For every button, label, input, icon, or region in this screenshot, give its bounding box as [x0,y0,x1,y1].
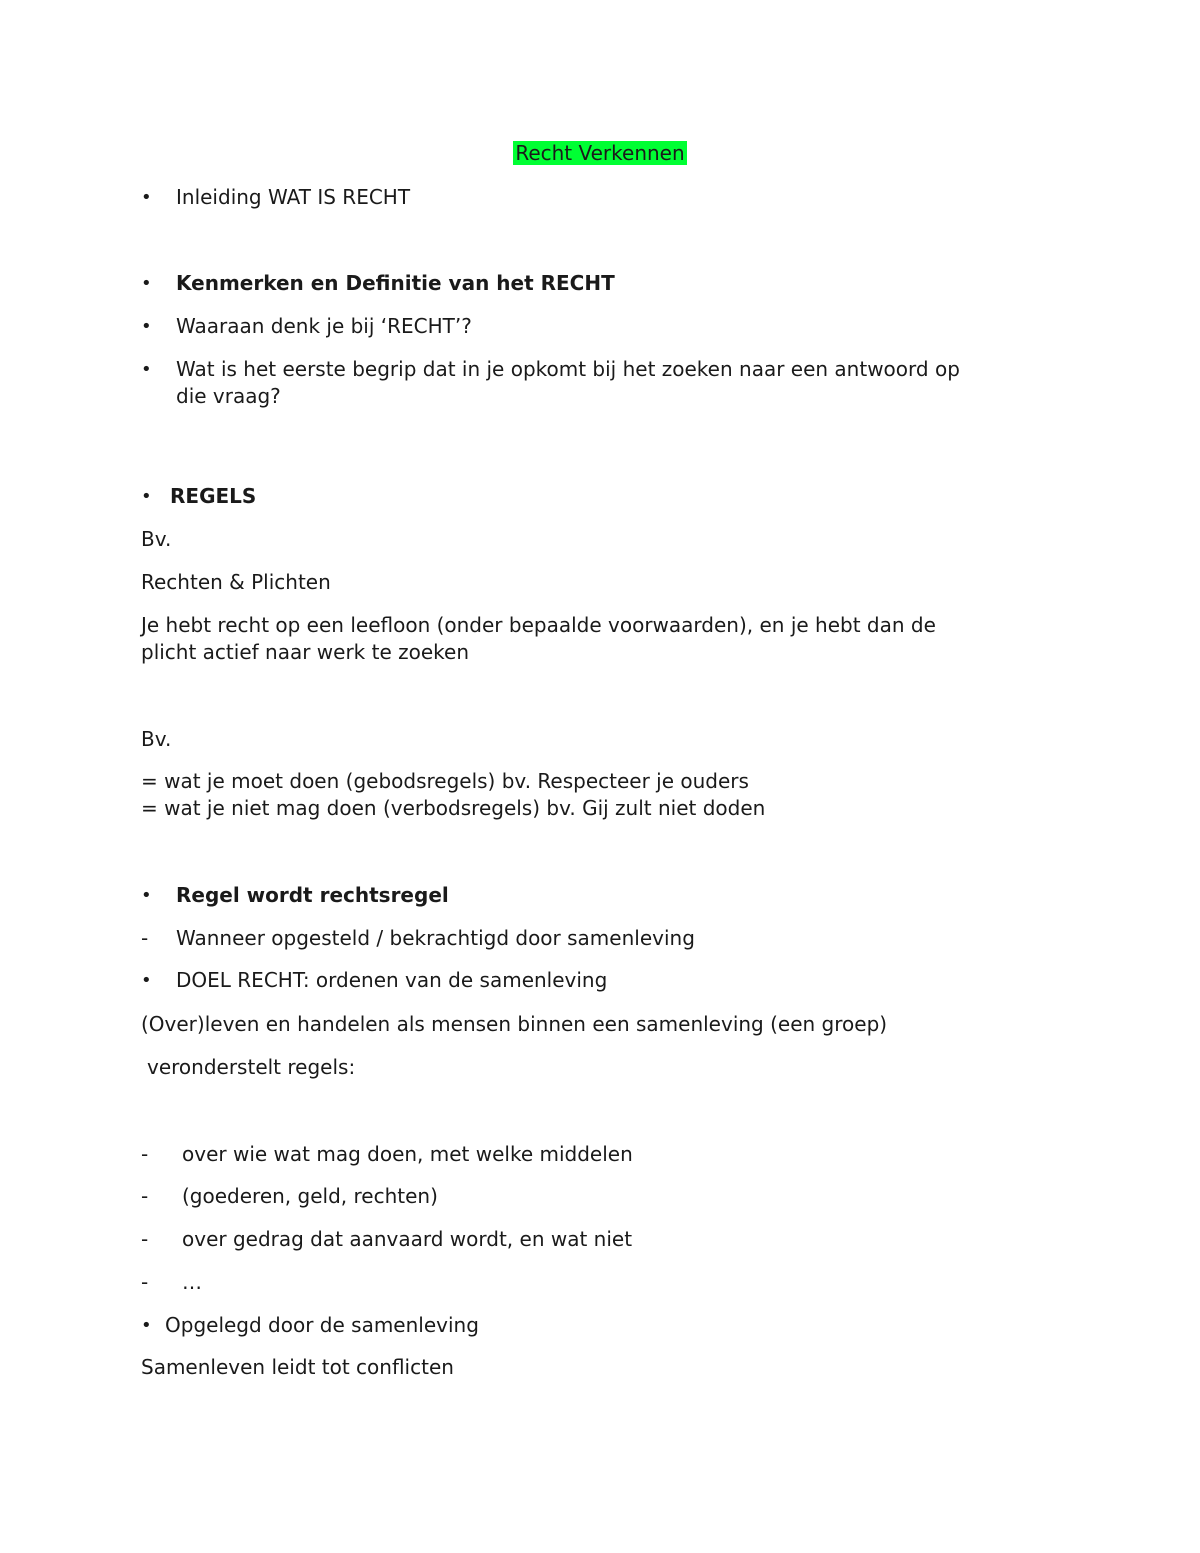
dash-icon: - [141,926,149,950]
bullet-icon: • [141,486,152,507]
intro-line: Inleiding WAT IS RECHT [176,185,411,209]
list-item: over gedrag dat aanvaard wordt, en wat niet [182,1227,633,1251]
heading-regels: REGELS [170,484,257,508]
rechten-plichten-line: Rechten & Plichten [141,570,331,594]
list-item: (goederen, geld, rechten) [182,1184,438,1208]
veronderstelt-line: veronderstelt regels: [147,1055,356,1079]
dash-icon: - [141,1142,149,1166]
list-item: over wie wat mag doen, met welke middelen [182,1142,633,1166]
doel-recht-line: DOEL RECHT: ordenen van de samenleving [176,968,608,992]
question-wat-is-line-2: die vraag? [176,384,281,408]
dash-icon: - [141,1184,149,1208]
bullet-icon: • [141,359,152,380]
leefloon-line-2: plicht actief naar werk te zoeken [141,640,470,664]
verbodsregels-line: = wat je niet mag doen (verbodsregels) bv. Gij zult niet doden [141,796,766,820]
bullet-icon: • [141,970,152,991]
example-label: Bv. [141,527,172,551]
wanneer-line: Wanneer opgesteld / bekrachtigd door samenleving [176,926,695,950]
heading-rechtsregel: Regel wordt rechtsregel [176,883,449,907]
dash-icon: - [141,1270,149,1294]
question-waaraan: Waaraan denk je bij ‘RECHT’? [176,314,472,338]
bullet-icon: • [141,885,152,906]
opgelegd-line: Opgelegd door de samenleving [165,1313,479,1337]
conflicten-line: Samenleven leidt tot conflicten [141,1355,454,1379]
example-label: Bv. [141,727,172,751]
heading-kenmerken: Kenmerken en Definitie van het RECHT [176,271,615,295]
overleven-line: (Over)leven en handelen als mensen binnen een samenleving (een groep) [141,1012,888,1036]
bullet-icon: • [141,316,152,337]
gebodsregels-line: = wat je moet doen (gebodsregels) bv. Respecteer je ouders [141,769,749,793]
document-title [0,140,1200,167]
bullet-icon: • [141,187,152,208]
dash-icon: - [141,1227,149,1251]
bullet-icon: • [141,1315,152,1336]
question-wat-is-line-1: Wat is het eerste begrip dat in je opkomt bij het zoeken naar een antwoord op [176,357,960,381]
bullet-icon: • [141,273,152,294]
title-highlight: Recht Verkennen [515,141,685,165]
leefloon-line-1: Je hebt recht op een leefloon (onder bepaalde voorwaarden), en je hebt dan de [141,613,936,637]
list-item: … [182,1270,202,1294]
